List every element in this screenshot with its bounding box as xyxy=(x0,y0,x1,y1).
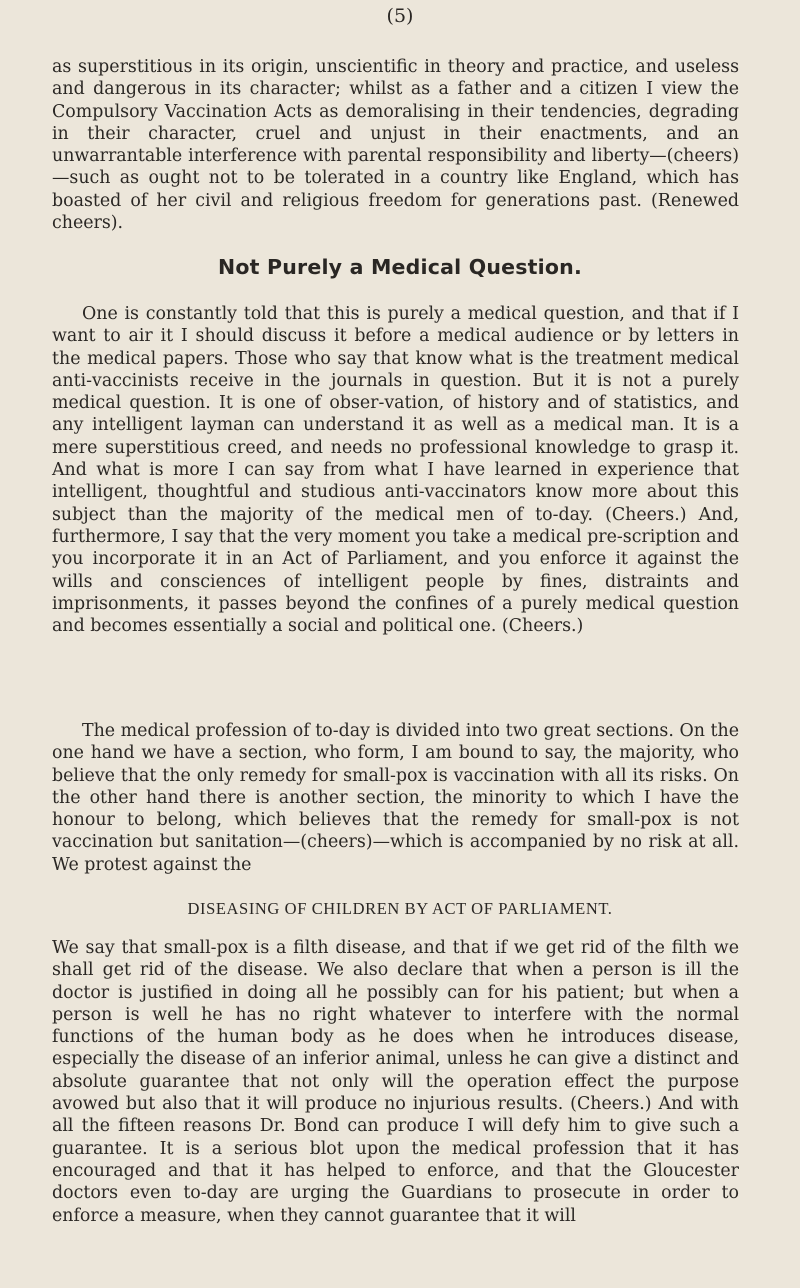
caps-heading: DISEASING OF CHILDREN BY ACT OF PARLIAMENT. xyxy=(187,899,613,918)
section-heading: Not Purely a Medical Question. xyxy=(218,255,582,279)
paragraph-3: The medical profession of to-day is divided into two great sections. On the one hand we have a section, who form, I am bound to say, the majority, who believe that the only remedy for small-pox is vaccination with all its risks. On the other hand there is another section, the minority to which I have the honour to belong, which believes that the remedy for small-pox is not vaccination but sanitation—(cheers)—which is accompanied by no risk at all. We protest against the xyxy=(52,721,739,875)
paragraph-1: as superstitious in its origin, unscientific in theory and practice, and useless and dangerous in its character; whilst as a father and a citizen I view the Compulsory Vaccination Acts as demoralising in their tendencies, degrading in their character, cruel and unjust in their enactments, and an unwarrantable interference with parental responsibility and liberty—(cheers)—such as ought not to be tolerated in a country like England, which has boasted of her civil and religious freedom for generations past. (Renewed cheers). xyxy=(52,57,739,234)
page-number: (5) xyxy=(386,5,414,27)
paragraph-4: We say that small-pox is a filth disease, and that if we get rid of the filth we shall get rid of the disease. We also declare that when a person is ill the doctor is justified in doing all he possibly can for his patient; but when a person is well he has no right whatever to interfere with the normal functions of the human body as he does when he introduces disease, especially the disease of an inferior animal, unless he can give a distinct and absolute guarantee that not only will the operation effect the purpose avowed but also that it will produce no injurious results. (Cheers.) And with all the fifteen reasons Dr. Bond can produce I will defy him to give such a guarantee. It is a serious blot upon the medical profession that it has encouraged and that it has helped to enforce, and that the Gloucester doctors even to-day are urging the Guardians to prosecute in order to enforce a measure, when they cannot guarantee that it will xyxy=(52,938,739,1226)
paragraph-2: One is constantly told that this is purely a medical question, and that if I want to air it I should discuss it before a medical audience or by letters in the medical papers. Those who say that know what is the treatment medical anti-vaccinists receive in the journals in question. But it is not a purely medical question. It is one of obser-vation, of history and of statistics, and any intelligent layman can understand it as well as a medical man. It is a mere superstitious creed, and needs no professional knowledge to grasp it. And what is more I can say from what I have learned in experience that intelligent, thoughtful and studious anti-vaccinators know more about this subject than the majority of the medical men of to-day. (Cheers.) And, furthermore, I say that the very moment you take a medical pre-scription and you incorporate it in an Act of Parliament, and you enforce it against the wills and consciences of intelligent people by fines, distraints and imprisonments, it passes beyond the confines of a purely medical question and becomes essentially a social and political one. (Cheers.) xyxy=(52,304,739,637)
